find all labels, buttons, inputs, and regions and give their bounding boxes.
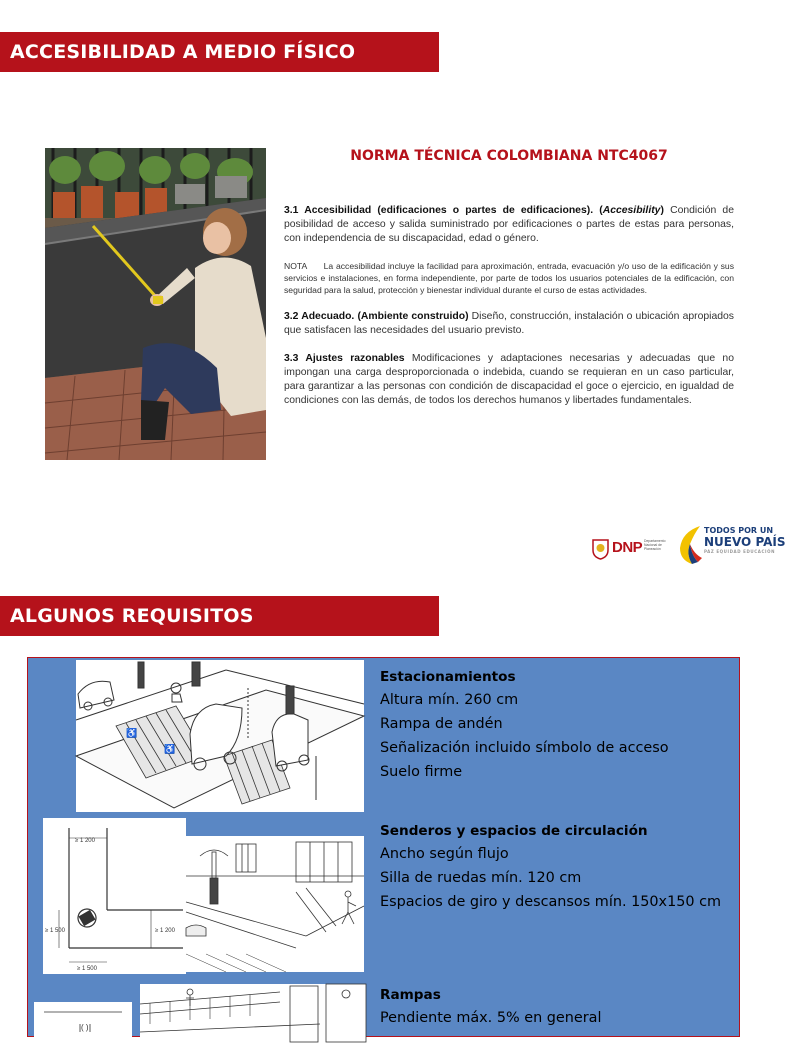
dimension-label: ≥ 1 500 [45,928,65,934]
svg-text:♿: ♿ [164,744,176,754]
paths-item: Silla de ruedas mín. 120 cm [380,870,582,886]
ramps-requirements [380,984,730,1030]
parking-item: Altura mín. 260 cm [380,692,519,708]
definition-note [284,260,734,296]
woman-measuring-photo [45,148,266,460]
dimension-label: ≥ 1 500 [77,966,97,972]
note-label: NOTA [284,261,308,271]
parking-item: Rampa de andén [380,716,503,732]
gov-slogan [704,526,786,555]
svg-text:( ): ( ) [81,1023,89,1032]
parking-heading: Estacionamientos [380,669,516,685]
ramps-item: Pendiente máx. 5% en general [380,1010,602,1026]
slogan-line-1: TODOS POR UN [704,526,774,535]
parking-item: Suelo firme [380,764,463,780]
definition-term: 3.1 Accesibilidad (edificaciones o partes de edificaciones). ( [284,205,603,216]
norm-title: NORMA TÉCNICA COLOMBIANA NTC4067 [350,148,668,164]
definition-ajustes [284,352,734,408]
definition-adecuado [284,310,734,338]
government-logos [588,518,786,570]
note-text: La accesibilidad incluye la facilidad para aproximación, entrada, evacuación y/o uso de la edificación y sus servicios e instalaciones, en forma independiente, por parte de todos los usuarios potenciales de la edificación, con seguridad para la salud, protección y bienestar individual durante el curso de estas actividades. [284,261,734,295]
dnp-subtitle: Departamento Nacional de Planeación [644,539,666,551]
paths-item: Ancho según flujo [380,846,509,862]
colombia-shield-icon [592,539,609,560]
parking-requirements [380,666,730,784]
parking-item: Señalización incluido símbolo de acceso [380,740,669,756]
slide-title: ALGUNOS REQUISITOS [0,596,439,636]
svg-text:♿: ♿ [126,728,138,738]
norm-definitions [284,204,734,422]
paths-requirements [380,820,730,914]
ramp-section-drawing [34,1002,132,1042]
slogan-line-3: PAZ EQUIDAD EDUCACIÓN [704,549,776,554]
slide-requisitos [0,590,768,1032]
requirements-panel [27,657,740,1037]
definition-accesibilidad [284,204,734,246]
ramps-heading: Rampas [380,987,441,1003]
dnp-logo: DNP [612,539,643,556]
slide-title: ACCESIBILIDAD A MEDIO FÍSICO [0,32,439,72]
definition-term-english: Accesibility [602,205,661,216]
definition-text: Modificaciones y adaptaciones necesarias y adecuadas que no impongan una carga desproporcionada o indebida, cuando se requieran en un caso particular, para garantizar a las personas con condición de discapacidad el goce o ejercicio, en igualdad de condiciones con las demás, de todos los derechos humanos y libertades fundamentales. [284,353,734,406]
definition-text: Diseño, construcción, instalación o ubicación apropiados que satisfacen las necesidades del usuario previsto. [284,311,734,336]
paths-item: Espacios de giro y descansos mín. 150x150 cm [380,894,722,910]
colombia-flag-icon [676,524,702,566]
definition-term-close: ) [660,205,664,216]
paths-heading: Senderos y espacios de circulación [380,823,648,839]
street-perspective-drawing [186,836,364,972]
parking-drawing [76,660,364,812]
dimension-label: ≥ 1 200 [75,838,95,844]
path-plan-drawing [43,818,186,974]
dimension-label: ≥ 1 200 [155,928,175,934]
definition-term: 3.3 Ajustes razonables [284,353,405,364]
definition-text: Condición de posibilidad de acceso y salida suministrado por edificaciones o partes de estas para personas, con independencia de su discapacidad, edad o género. [284,205,734,244]
ramp-perspective-drawing [140,984,366,1042]
slogan-line-2: NUEVO PAÍS [704,535,786,549]
definition-term: 3.2 Adecuado. (Ambiente construido) [284,311,469,322]
